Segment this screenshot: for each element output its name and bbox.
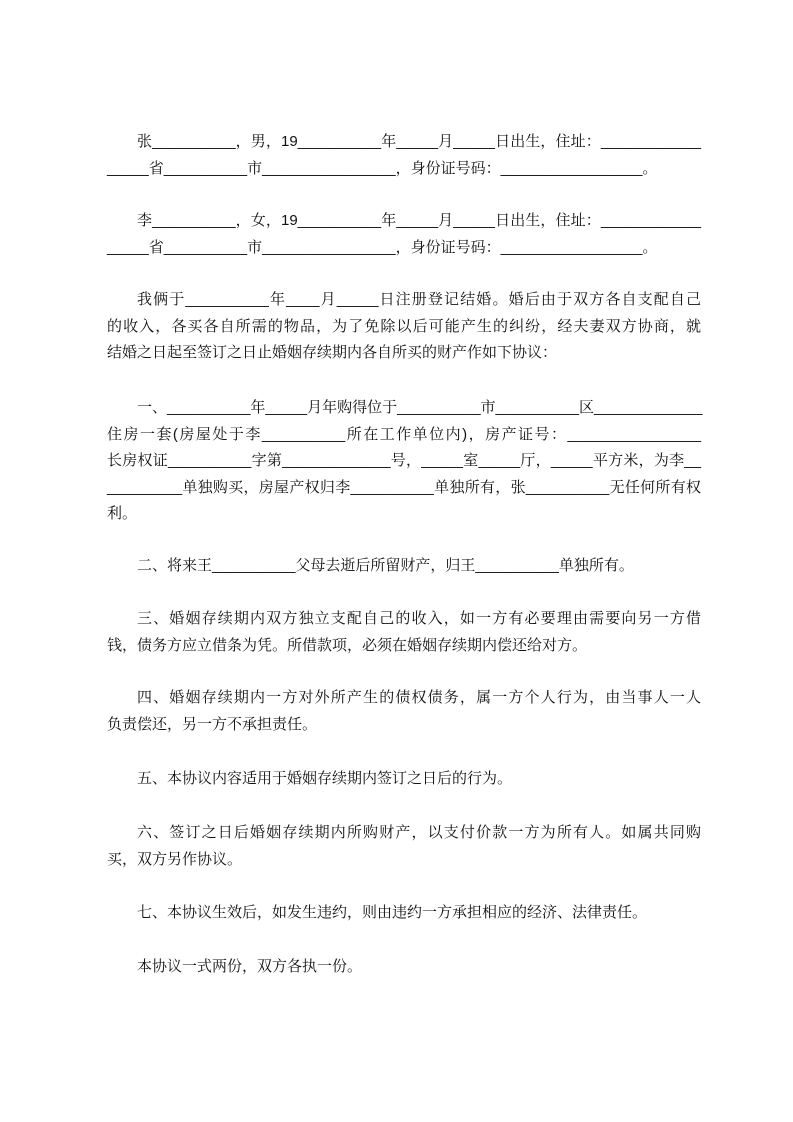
paragraph-clause-3 [107, 606, 701, 659]
text-line: 二、将来王__________父母去逝后所留财产，归王__________单独所有。 [137, 557, 634, 574]
paragraph-party-li [107, 208, 701, 261]
text-line: 长房权证__________字第_____________号，_____室_____厅，_____平方米，为李__ [107, 452, 701, 469]
text-line: 住房一套(房屋处于李__________所在工作单位内)，房产证号：________________ [107, 425, 701, 443]
paragraph-copies-statement [107, 954, 701, 981]
text-line: 张__________，男，19__________年_____月_____日出生，住址：____________ [137, 133, 701, 150]
text-line: 一、__________年_____月年购得位于__________市__________区_____________ [137, 399, 703, 416]
text-line: 李__________，女，19__________年_____月_____日出生，住址：____________ [137, 212, 701, 229]
text-line: 五、本协议内容适用于婚姻存续期内签订之日后的行为。 [137, 770, 513, 787]
paragraph-clause-7 [107, 900, 701, 927]
text-line: 的收入，各买各自所需的物品，为了免除以后可能产生的纠纷，经夫妻双方协商，就 [107, 317, 701, 335]
text-line: 六、签订之日后婚姻存续期内所购财产，以支付价款一方为所有人。如属共同购 [137, 824, 701, 841]
paragraph-clause-2 [107, 553, 701, 580]
text-line: 三、婚姻存续期内双方独立支配自己的收入，如一方有必要理由需要向另一方借 [137, 610, 701, 627]
paragraph-party-zhang [107, 129, 701, 182]
text-line: _____省__________市________________，身份证号码：_________________。 [107, 238, 658, 256]
text-line: 结婚之日起至签订之日止婚姻存续期内各自所买的财产作如下协议： [107, 344, 558, 361]
text-line: 利。 [107, 505, 138, 522]
text-line: 负责偿还，另一方不承担责任。 [107, 715, 318, 733]
paragraph-clause-6 [107, 820, 701, 873]
paragraph-marriage-statement [107, 287, 701, 367]
text-line: 四、婚姻存续期内一方对外所产生的债权债务，属一方个人行为，由当事人一人 [137, 689, 701, 706]
text-line: 钱，债务方应立借条为凭。所借款项，必须在婚姻存续期内偿还给对方。 [107, 636, 588, 654]
paragraph-clause-4 [107, 685, 701, 738]
text-line: _____省__________市________________，身份证号码：_________________。 [107, 159, 658, 177]
paragraph-clause-1 [107, 395, 701, 528]
text-line: 七、本协议生效后，如发生违约，则由违约一方承担相应的经济、法律责任。 [137, 904, 648, 921]
paragraph-clause-5 [107, 766, 701, 793]
text-line: 本协议一式两份，双方各执一份。 [137, 958, 363, 975]
text-line: _________单独购买，房屋产权归李__________单独所有，张__________无任何所有权 [107, 478, 701, 496]
text-line: 我俩于__________年____月_____日注册登记结婚。婚后由于双方各自支配自己 [137, 291, 701, 308]
text-line: 买，双方另作协议。 [107, 850, 243, 868]
